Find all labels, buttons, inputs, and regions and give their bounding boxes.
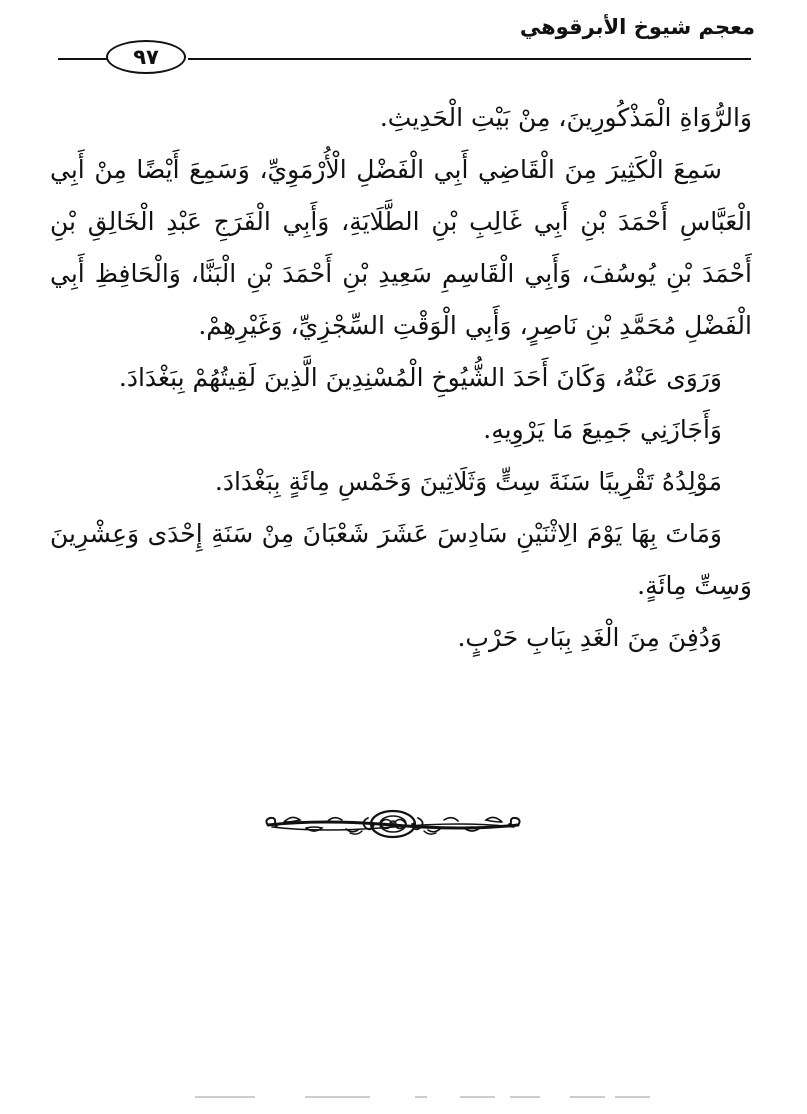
footer-dashes (195, 1094, 655, 1100)
paragraph-6: وَمَاتَ بِهَا يَوْمَ الِاثْنَيْنِ سَادِسَ عَشَرَ شَعْبَانَ مِنْ سَنَةِ إِحْدَى وَعِشْرِينَ وَسِتِّ مِائَةٍ. (50, 519, 752, 600)
paragraph-3: وَرَوَى عَنْهُ، وَكَانَ أَحَدَ الشُّيُوخِ الْمُسْنِدِينَ الَّذِينَ لَقِيتُهُمْ بِبَغْدَادَ. (118, 363, 722, 392)
paragraph-2: سَمِعَ الْكَثِيرَ مِنَ الْقَاضِي أَبِي الْفَضْلِ الْأُرْمَوِيِّ، وَسَمِعَ أَيْضًا مِنْ أَبِي الْعَبَّاسِ أَحْمَدَ بْنِ أَبِي غَالِبِ بْنِ الطَّلَايَةِ، وَأَبِي الْفَرَجِ عَبْدِ الْخَالِقِ بْنِ أَحْمَدَ بْنِ يُوسُفَ، وَأَبِي الْقَاسِمِ سَعِيدِ بْنِ أَحْمَدَ بْنِ الْبَنَّا، وَالْحَافِظِ أَبِي الْفَضْلِ مُحَمَّدِ بْنِ نَاصِرٍ، وَأَبِي الْوَقْتِ السِّجْزِيِّ، وَغَيْرِهِمْ. (50, 155, 752, 340)
page-number: ٩٧ (133, 45, 159, 69)
paragraph-7: وَدُفِنَ مِنَ الْغَدِ بِبَابِ حَرْبٍ. (457, 623, 722, 652)
header-rule-right (188, 58, 751, 60)
page-number-badge (106, 40, 186, 74)
header-rule-left (58, 58, 108, 60)
paragraph-1: وَالرُّوَاةِ الْمَذْكُورِينَ، مِنْ بَيْتِ الْحَدِيثِ. (379, 103, 752, 132)
paragraph-5: مَوْلِدُهُ تَقْرِيبًا سَنَةَ سِتٍّ وَثَلَاثِينَ وَخَمْسِ مِائَةٍ بِبَغْدَادَ. (214, 467, 722, 496)
body-text (50, 92, 752, 664)
paragraph-4: وَأَجَازَنِي جَمِيعَ مَا يَرْوِيهِ. (483, 415, 722, 444)
arabesque-divider-icon (262, 808, 524, 840)
page-header-title: معجم شيوخ الأبرقوهي (519, 15, 755, 39)
